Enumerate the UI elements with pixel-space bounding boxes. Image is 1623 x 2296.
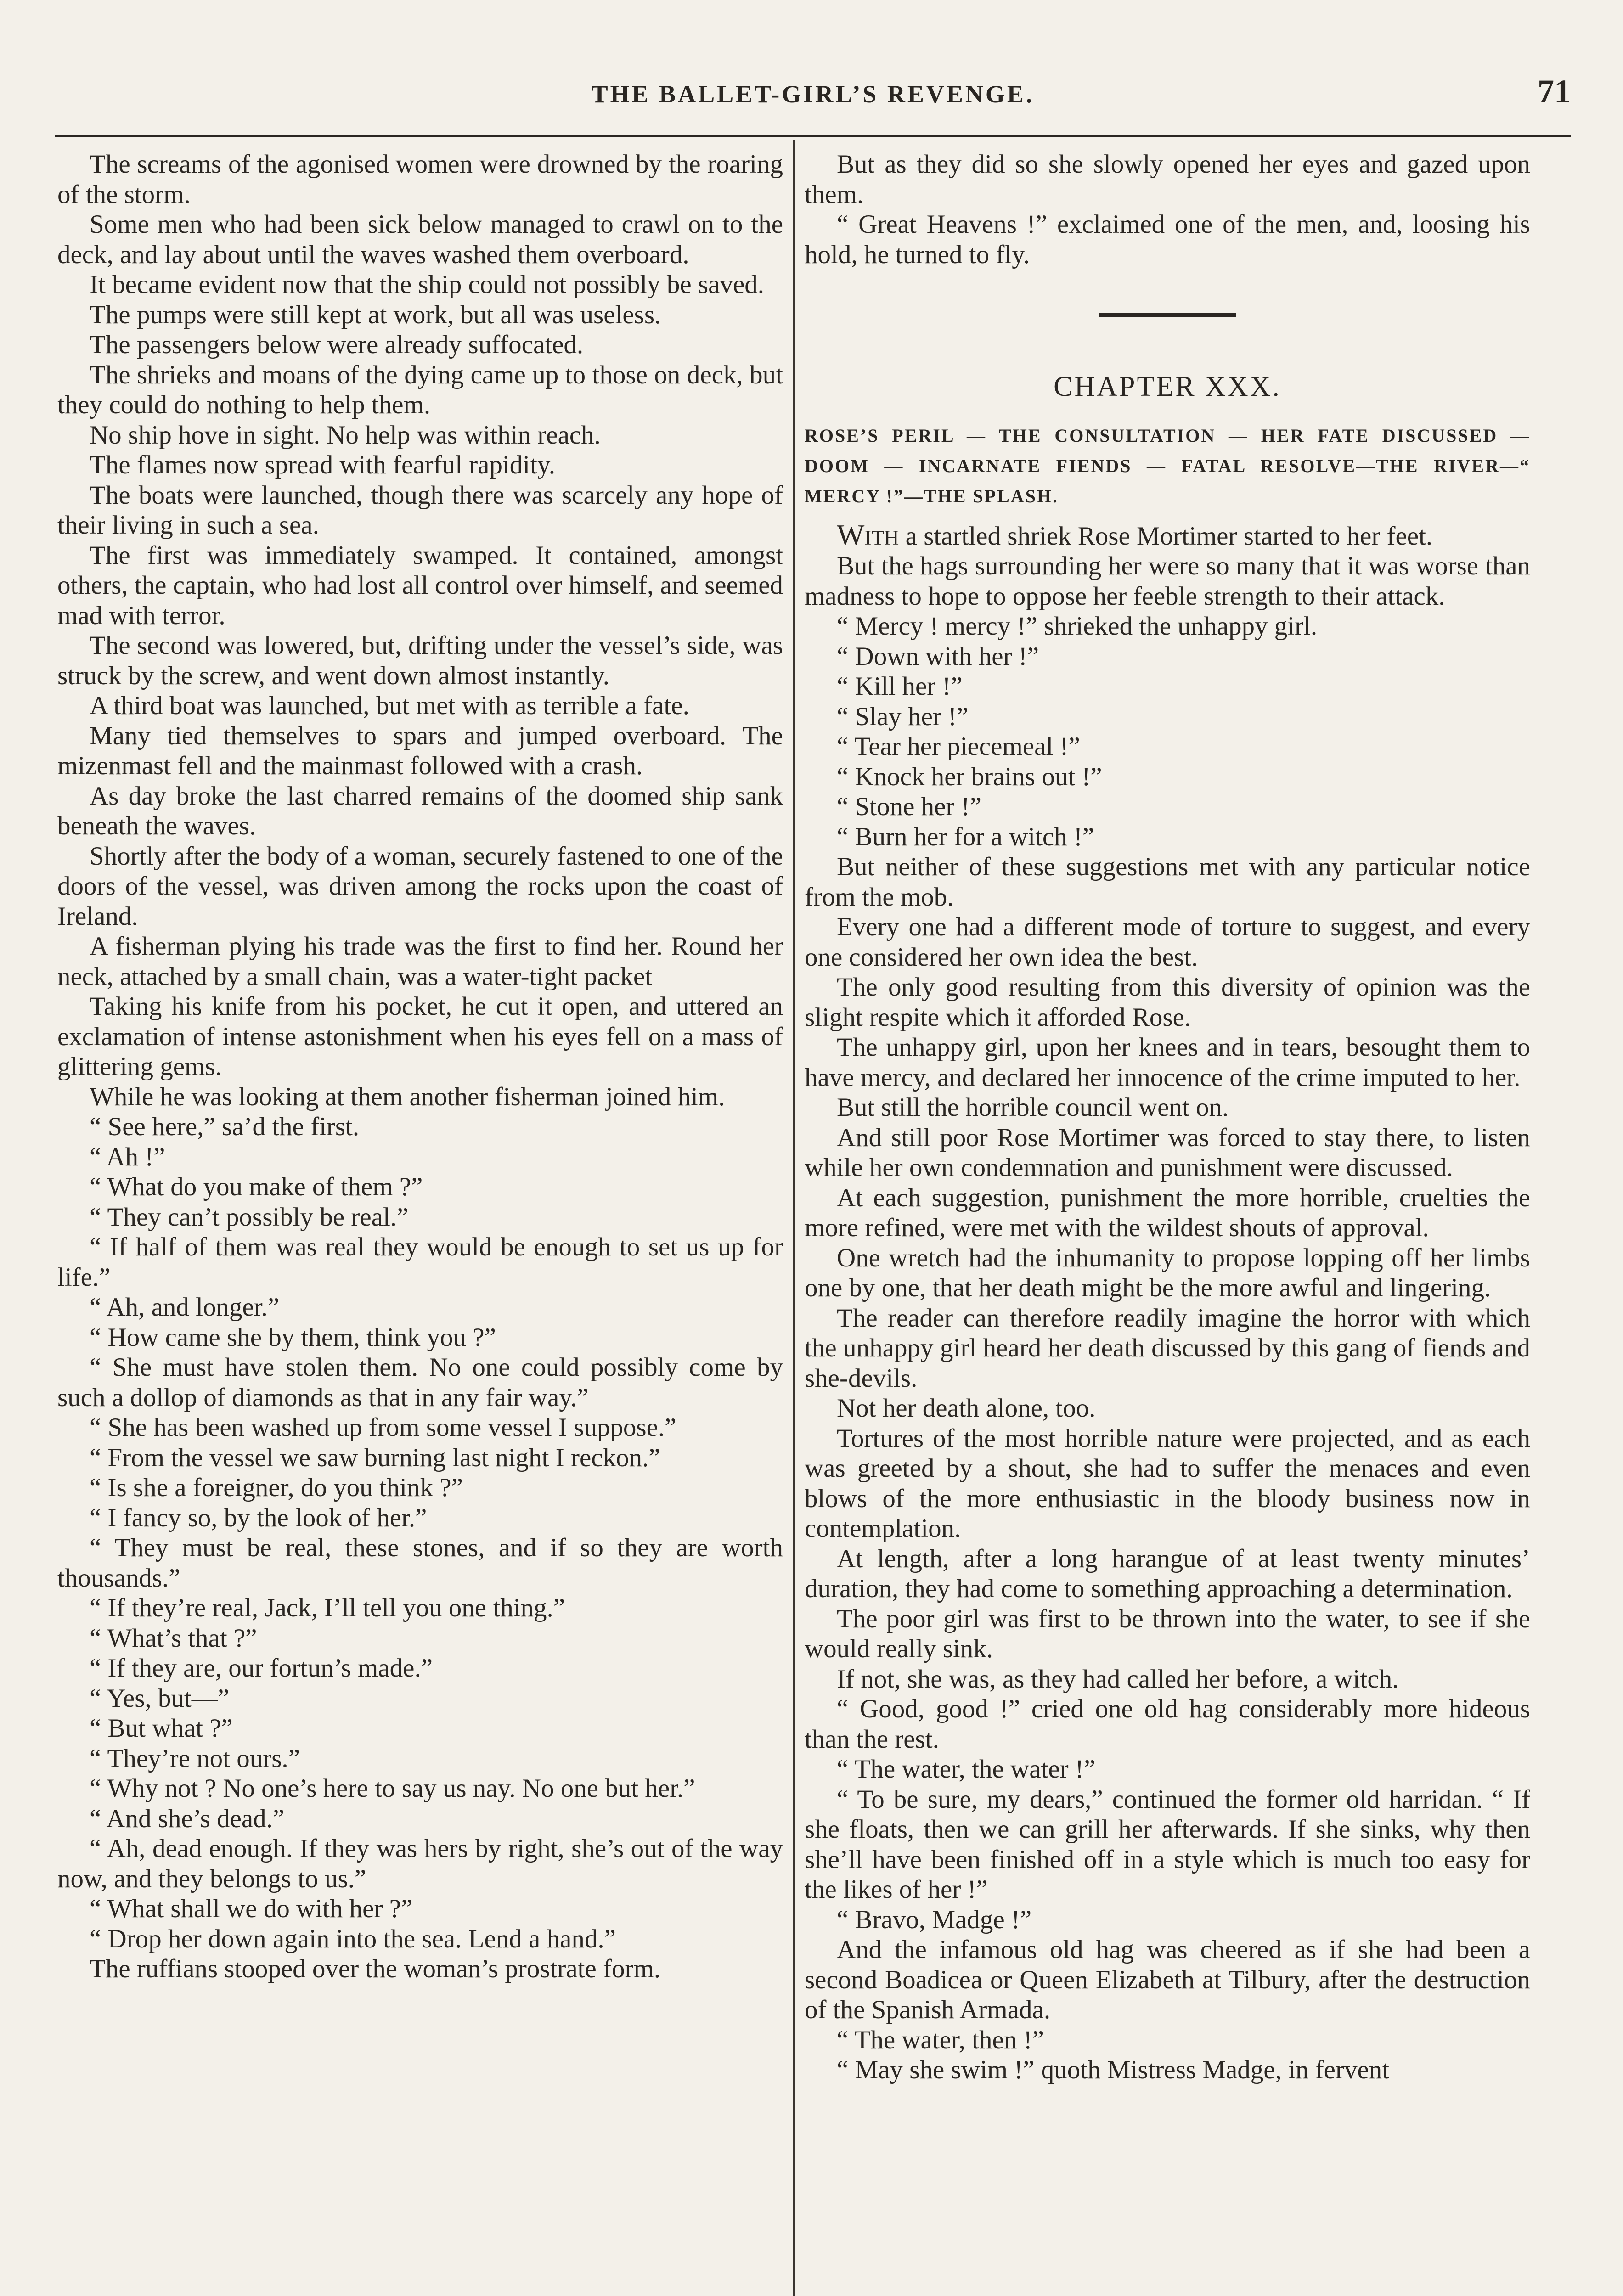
paragraph: A fisherman plying his trade was the first to find her. Round her neck, attached by a small chain, was a water-tight packet — [57, 932, 783, 991]
paragraph: The pumps were still kept at work, but all was useless. — [90, 300, 661, 329]
chapter-title: CHAPTER XXX. — [1054, 371, 1281, 402]
chapter-ornament — [1099, 313, 1236, 317]
paragraph: “ I fancy so, by the look of her.” — [90, 1503, 427, 1532]
paragraph: “ Slay her !” — [837, 702, 969, 731]
paragraph: “ Ah !” — [90, 1142, 165, 1171]
paragraph: Taking his knife from his pocket, he cut it open, and uttered an exclamation of intense astonishment when his eyes fell on a mass of glittering gems. — [57, 992, 783, 1081]
paragraph: The second was lowered, but, drifting under the vessel’s side, was struck by the screw, and went down almost instantly. — [57, 631, 783, 690]
column-divider — [793, 140, 795, 2296]
right-column-body — [805, 551, 1530, 2085]
paragraph: “ Ah, dead enough. If they was hers by right, she’s out of the way now, and they belongs to us.” — [57, 1834, 783, 1893]
paragraph: The only good resulting from this diversity of opinion was the slight respite which it afforded Rose. — [805, 973, 1530, 1032]
paragraph: Every one had a different mode of torture to suggest, and every one considered her own idea the best. — [805, 912, 1530, 972]
paragraph: It became evident now that the ship could not possibly be saved. — [90, 270, 765, 299]
chapter-first-paragraph — [805, 520, 1530, 551]
paragraph: The screams of the agonised women were drowned by the roaring of the storm. — [57, 150, 783, 209]
paragraph: And the infamous old hag was cheered as if she had been a second Boadicea or Queen Elizabeth at Tilbury, after the destruction of the Spanish Armada. — [805, 1935, 1530, 2024]
paragraph: At each suggestion, punishment the more horrible, cruelties the more refined, were met with the wildest shouts of approval. — [805, 1183, 1530, 1242]
paragraph: “ They’re not ours.” — [90, 1744, 300, 1773]
paragraph: The shrieks and moans of the dying came up to those on deck, but they could do nothing to help them. — [57, 360, 783, 419]
paragraph: “ Drop her down again into the sea. Lend a hand.” — [90, 1924, 616, 1953]
paragraph: “ The water, then !” — [837, 2025, 1044, 2054]
paragraph: But as they did so she slowly opened her eyes and gazed upon them. — [805, 150, 1530, 209]
paragraph: “ What shall we do with her ?” — [90, 1894, 413, 1923]
paragraph: “ And she’s dead.” — [90, 1804, 285, 1833]
paragraph: No ship hove in sight. No help was within reach. — [90, 420, 601, 450]
paragraph: “ If they’re real, Jack, I’ll tell you one thing.” — [90, 1593, 565, 1622]
paragraph: “ May she swim !” quoth Mistress Madge, in fervent — [837, 2055, 1390, 2084]
paragraph: “ If they are, our fortun’s made.” — [90, 1654, 433, 1683]
running-header — [55, 69, 1571, 124]
paragraph: Some men who had been sick below managed to crawl on to the deck, and lay about until the waves washed them overboard. — [57, 210, 783, 269]
paragraph: The unhappy girl, upon her knees and in tears, besought them to have mercy, and declared her innocence of the crime imputed to her. — [805, 1033, 1530, 1092]
page-number: 71 — [1538, 73, 1571, 110]
chapter-summary: ROSE’S PERIL — THE CONSULTATION — HER FATE DISCUSSED — DOOM — INCARNATE FIENDS — FATAL RESOLVE—THE RIVER—“ MERCY !”—THE SPLASH. — [805, 425, 1530, 506]
paragraph: The boats were launched, though there was scarcely any hope of their living in such a sea. — [57, 480, 783, 540]
paragraph: At length, after a long harangue of at least twenty minutes’ duration, they had come to something approaching a determination. — [805, 1544, 1530, 1603]
right-column — [805, 149, 1530, 2085]
paragraph: “ She must have stolen them. No one could possibly come by such a dollop of diamonds as that in any fair way.” — [57, 1353, 783, 1412]
left-column — [57, 149, 783, 1984]
paragraph: And still poor Rose Mortimer was forced to stay there, to listen while her own condemnation and punishment were discussed. — [805, 1123, 1530, 1182]
paragraph: “ Kill her !” — [837, 672, 963, 701]
paragraph: The flames now spread with fearful rapidity. — [90, 450, 556, 479]
paragraph: But the hags surrounding her were so many that it was worse than madness to hope to oppose her feeble strength to their attack. — [805, 551, 1530, 611]
paragraph: “ Great Heavens !” exclaimed one of the men, and, loosing his hold, he turned to fly. — [805, 210, 1530, 269]
paragraph: “ Good, good !” cried one old hag considerably more hideous than the rest. — [805, 1694, 1530, 1754]
paragraph: “ Bravo, Madge !” — [837, 1905, 1032, 1934]
header-rule — [55, 135, 1571, 137]
paragraph: “ What do you make of them ?” — [90, 1172, 423, 1201]
right-column-top — [805, 149, 1530, 270]
paragraph: “ To be sure, my dears,” continued the former old harridan. “ If she floats, then we can grill her afterwards. If she sinks, why then she’ll have been finished off in a style which is much too easy for the likes of her !” — [805, 1784, 1530, 1904]
paragraph: The ruffians stooped over the woman’s prostrate form. — [90, 1954, 661, 1983]
paragraph: Shortly after the body of a woman, securely fastened to one of the doors of the vessel, was driven among the rocks upon the coast of Ireland. — [57, 841, 783, 931]
paragraph: A third boat was launched, but met with as terrible a fate. — [90, 691, 689, 720]
paragraph: “ Knock her brains out !” — [837, 762, 1102, 791]
paragraph: As day broke the last charred remains of the doomed ship sank beneath the waves. — [57, 781, 783, 840]
paragraph: But still the horrible council went on. — [837, 1093, 1229, 1122]
paragraph: “ Down with her !” — [837, 642, 1039, 671]
paragraph: If not, she was, as they had called her before, a witch. — [837, 1664, 1399, 1694]
chapter-first-word: With — [837, 518, 899, 551]
running-title: THE BALLET-GIRL’S REVENGE. — [591, 80, 1035, 108]
paragraph: The reader can therefore readily imagine the horror with which the unhappy girl heard her death discussed by this gang of fiends and she-devils. — [805, 1303, 1530, 1393]
paragraph: “ But what ?” — [90, 1714, 233, 1743]
paragraph: “ Burn her for a witch !” — [837, 822, 1094, 851]
paragraph: “ Mercy ! mercy !” shrieked the unhappy girl. — [837, 612, 1318, 641]
paragraph: “ Is she a foreigner, do you think ?” — [90, 1473, 463, 1502]
paragraph: Tortures of the most horrible nature were projected, and as each was greeted by a shout, she had to suffer the menaces and even blows of the more enthusiastic in the bloody business now in contemplation. — [805, 1424, 1530, 1543]
paragraph: “ Why not ? No one’s here to say us nay. No one but her.” — [90, 1774, 695, 1803]
paragraph: One wretch had the inhumanity to propose lopping off her limbs one by one, that her death might be the more awful and lingering. — [805, 1243, 1530, 1302]
paragraph: “ See here,” sa’d the first. — [90, 1112, 360, 1141]
paragraph: “ Stone her !” — [837, 792, 981, 821]
paragraph: “ She has been washed up from some vessel I suppose.” — [90, 1413, 676, 1442]
paragraph: While he was looking at them another fisherman joined him. — [90, 1082, 725, 1111]
paragraph: But neither of these suggestions met with any particular notice from the mob. — [805, 852, 1530, 912]
paragraph: The poor girl was first to be thrown into the water, to see if she would really sink. — [805, 1604, 1530, 1663]
paragraph: “ Ah, and longer.” — [90, 1293, 280, 1322]
paragraph: The first was immediately swamped. It contained, amongst others, the captain, who had lost all control over himself, and seemed mad with terror. — [57, 540, 783, 630]
paragraph: “ If half of them was real they would be enough to set us up for life.” — [57, 1232, 783, 1292]
paragraph: Many tied themselves to spars and jumped overboard. The mizenmast fell and the mainmast followed with a crash. — [57, 721, 783, 780]
chapter-first-paragraph-rest: a startled shriek Rose Mortimer started to her feet. — [899, 521, 1433, 551]
paragraph: “ They can’t possibly be real.” — [90, 1202, 409, 1232]
paragraph: Not her death alone, too. — [837, 1394, 1096, 1423]
paragraph: “ Tear her piecemeal !” — [837, 732, 1080, 761]
paragraph: “ The water, the water !” — [837, 1755, 1096, 1784]
paragraph: The passengers below were already suffocated. — [90, 330, 584, 359]
paragraph: “ They must be real, these stones, and if so they are worth thousands.” — [57, 1533, 783, 1593]
paragraph: “ From the vessel we saw burning last night I reckon.” — [90, 1443, 660, 1472]
paragraph: “ What’s that ?” — [90, 1623, 257, 1653]
paragraph: “ Yes, but—” — [90, 1683, 230, 1713]
paragraph: “ How came she by them, think you ?” — [90, 1322, 496, 1352]
